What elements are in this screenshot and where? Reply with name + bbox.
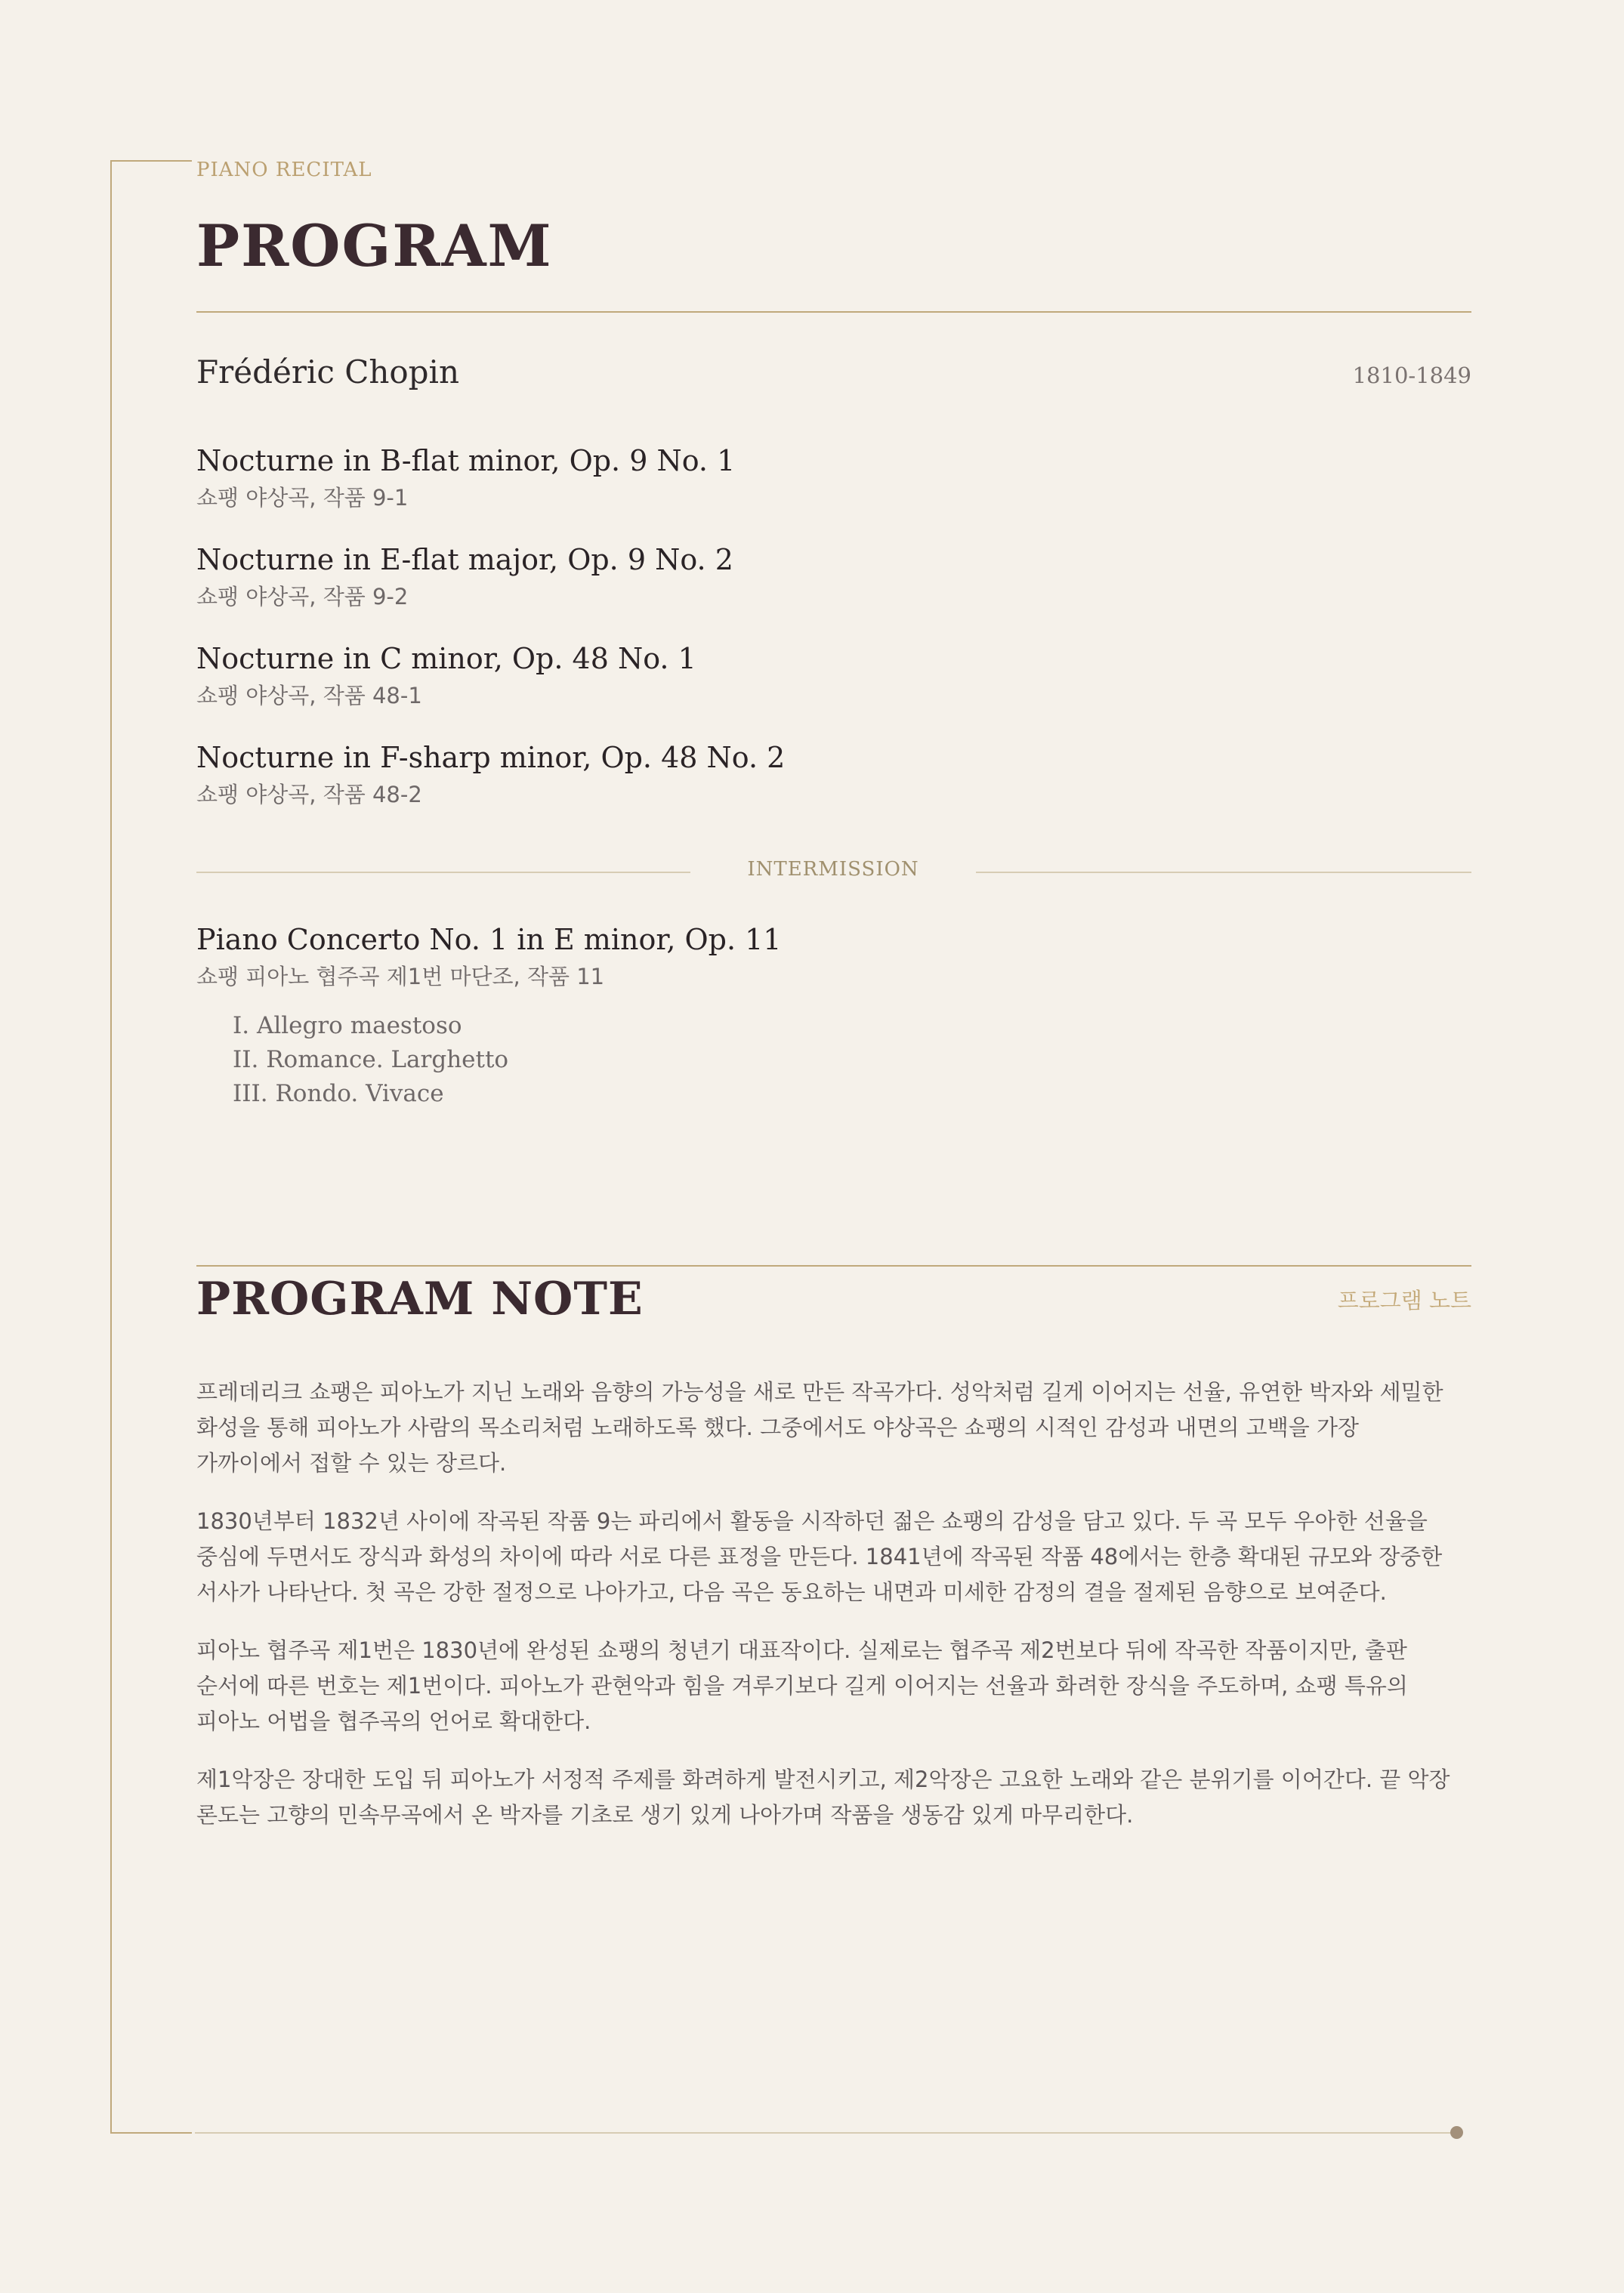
note-paragraph: 1830년부터 1832년 사이에 작곡된 작품 9는 파리에서 활동을 시작하던 젊은 쇼팽의 감성을 담고 있다. 두 곡 모두 우아한 선율을 중심에 두면서도 장식과 화성의 차이에 따라 서로 다른 표정을 만든다. 1841년에 작곡된 작품 48에서는 한층 확대된 규모와 장중한 서사가 나타난다. 첫 곡은 강한 절정으로 나아가고, 다음 곡은 동요하는 내면과 미세한 감정의 결을 절제된 음향으로 보여준다. (196, 1508, 1443, 1605)
eyebrow-label: PIANO RECITAL (196, 159, 372, 181)
movement-item: II. Romance. Larghetto (233, 1046, 509, 1073)
intermission-line-right (976, 872, 1471, 873)
intermission-line-left (196, 872, 690, 873)
note-paragraph: 피아노 협주곡 제1번은 1830년에 완성된 쇼팽의 청년기 대표작이다. 실제로는 협주곡 제2번보다 뒤에 작곡한 작품이지만, 출판 순서에 따른 번호는 제1번이다. 피아노가 관현악과 힘을 겨루기보다 길게 이어지는 선율과 화려한 장식을 주도하며, 쇼팽 특유의 피아노 어법을 협주곡의 언어로 확대한다. (196, 1637, 1408, 1734)
movement-item: I. Allegro maestoso (233, 1012, 462, 1039)
piece-title: Nocturne in B-flat minor, Op. 9 No. 1 (196, 444, 736, 477)
piece-title: Nocturne in F-sharp minor, Op. 48 No. 2 (196, 741, 786, 774)
frame-bottom-accent (110, 2132, 192, 2134)
program-item (196, 741, 785, 807)
program-note-body (196, 1375, 1471, 1856)
intermission-label: INTERMISSION (747, 858, 919, 881)
composer-row (196, 353, 1471, 390)
concerto-subtitle: 쇼팽 피아노 협주곡 제1번 마단조, 작품 11 (196, 963, 605, 989)
composer-name: Frédéric Chopin (196, 353, 460, 390)
frame-bottom-rule (195, 2132, 1456, 2134)
piece-subtitle: 쇼팽 야상곡, 작품 9-1 (196, 484, 409, 511)
program-note-title: PROGRAM NOTE (196, 1273, 644, 1325)
piece-subtitle: 쇼팽 야상곡, 작품 9-2 (196, 583, 409, 610)
frame-left-border (110, 160, 112, 2133)
page-title: PROGRAM (196, 212, 553, 279)
note-paragraph: 제1악장은 장대한 도입 뒤 피아노가 서정적 주제를 화려하게 발전시키고, 제2악장은 고요한 노래와 같은 분위기를 이어간다. 끝 악장 론도는 고향의 민속무곡에서 온 박자를 기초로 생기 있게 나아가며 작품을 생동감 있게 마무리한다. (196, 1767, 1450, 1828)
piece-title: Nocturne in C minor, Op. 48 No. 1 (196, 642, 696, 675)
concerto-title: Piano Concerto No. 1 in E minor, Op. 11 (196, 923, 782, 956)
program-item (196, 543, 733, 610)
note-paragraph: 프레데리크 쇼팽은 피아노가 지닌 노래와 음향의 가능성을 새로 만든 작곡가다. 성악처럼 길게 이어지는 선율, 유연한 박자와 세밀한 화성을 통해 피아노가 사람의 목소리처럼 노래하도록 했다. 그중에서도 야상곡은 쇼팽의 시적인 감성과 내면의 고백을 가장 가까이에서 접할 수 있는 장르다. (196, 1379, 1443, 1476)
composer-years: 1810-1849 (1352, 363, 1471, 388)
title-divider (196, 311, 1471, 313)
movement-item: III. Rondo. Vivace (233, 1080, 444, 1107)
program-note-header (196, 1273, 1471, 1325)
piece-subtitle: 쇼팽 야상곡, 작품 48-2 (196, 781, 422, 807)
program-item (196, 444, 735, 511)
piece-title: Nocturne in E-flat major, Op. 9 No. 2 (196, 543, 733, 576)
piece-subtitle: 쇼팽 야상곡, 작품 48-1 (196, 682, 422, 708)
movement-list (233, 1009, 508, 1111)
concerto-item (196, 923, 781, 989)
frame-top-accent (110, 160, 192, 162)
frame-end-dot (1450, 2126, 1463, 2139)
note-divider (196, 1265, 1471, 1267)
program-item (196, 642, 696, 708)
intermission-divider (196, 858, 1471, 888)
program-note-title-kr: 프로그램 노트 (1337, 1287, 1471, 1313)
